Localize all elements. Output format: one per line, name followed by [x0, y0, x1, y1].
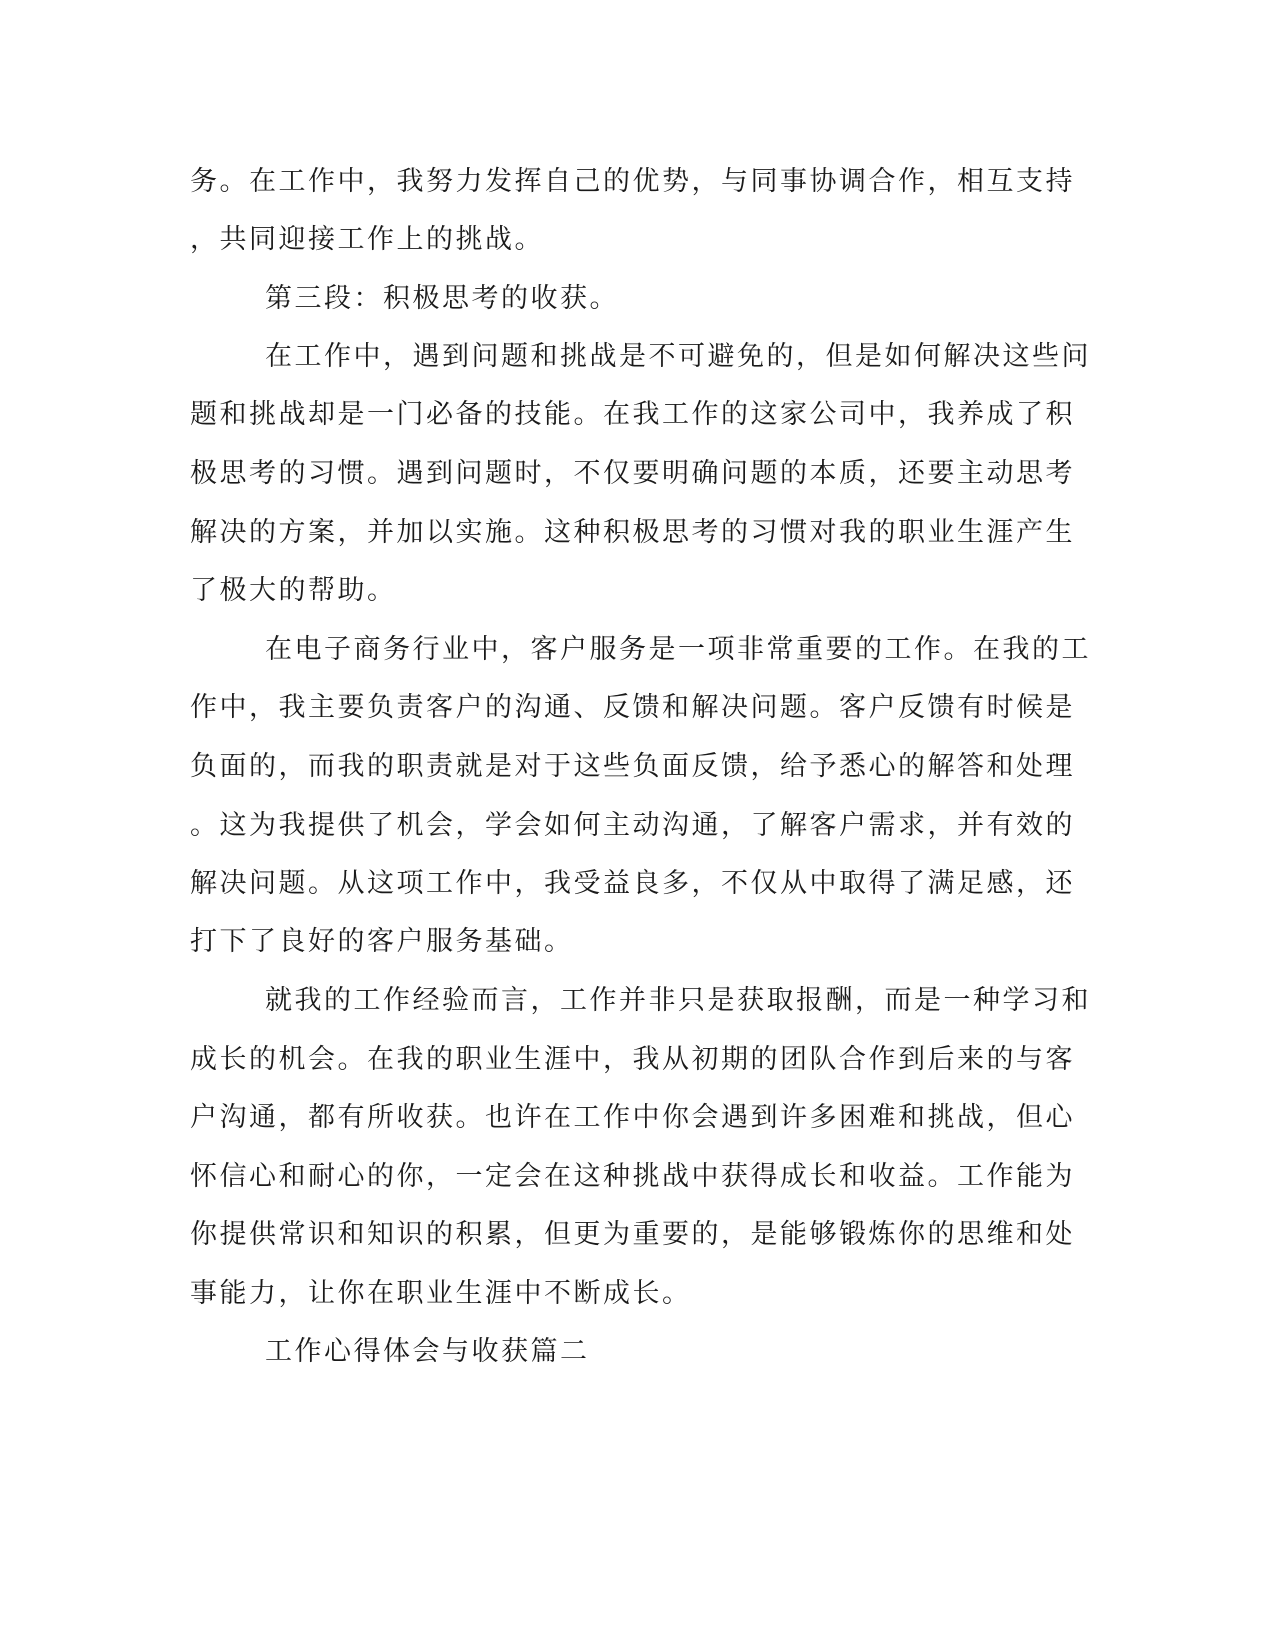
text-line: 打下了良好的客户服务基础。: [190, 926, 574, 957]
section-heading: 工作心得体会与收获篇二: [265, 1336, 590, 1367]
text-line: 题和挑战却是一门必备的技能。在我工作的这家公司中，我养成了积: [190, 399, 1075, 430]
text-line: 成长的机会。在我的职业生涯中，我从初期的团队合作到后来的与客: [190, 1044, 1075, 1075]
text-line: 极思考的习惯。遇到问题时，不仅要明确问题的本质，还要主动思考: [190, 458, 1075, 489]
text-line: 务。在工作中，我努力发挥自己的优势，与同事协调合作，相互支持: [190, 166, 1075, 197]
text-line: 事能力，让你在职业生涯中不断成长。: [190, 1278, 692, 1309]
text-line: 怀信心和耐心的你，一定会在这种挑战中获得成长和收益。工作能为: [190, 1161, 1075, 1192]
text-line: 作中，我主要负责客户的沟通、反馈和解决问题。客户反馈有时候是: [190, 692, 1075, 723]
text-line: 就我的工作经验而言，工作并非只是获取报酬，而是一种学习和: [265, 985, 1091, 1016]
text-line: 你提供常识和知识的积累，但更为重要的，是能够锻炼你的思维和处: [190, 1219, 1075, 1250]
text-line: 解决问题。从这项工作中，我受益良多，不仅从中取得了满足感，还: [190, 868, 1075, 899]
text-line: 负面的，而我的职责就是对于这些负面反馈，给予悉心的解答和处理: [190, 751, 1075, 782]
text-line: 解决的方案，并加以实施。这种积极思考的习惯对我的职业生涯产生: [190, 517, 1075, 548]
text-line: 。这为我提供了机会，学会如何主动沟通，了解客户需求，并有效的: [190, 810, 1075, 841]
text-line: 在电子商务行业中，客户服务是一项非常重要的工作。在我的工: [265, 634, 1091, 665]
text-line: 了极大的帮助。: [190, 575, 397, 606]
text-line: 在工作中，遇到问题和挑战是不可避免的，但是如何解决这些问: [265, 341, 1091, 372]
section-heading: 第三段：积极思考的收获。: [265, 283, 619, 314]
text-line: ，共同迎接工作上的挑战。: [190, 224, 544, 255]
text-line: 户沟通，都有所收获。也许在工作中你会遇到许多困难和挑战，但心: [190, 1102, 1075, 1133]
